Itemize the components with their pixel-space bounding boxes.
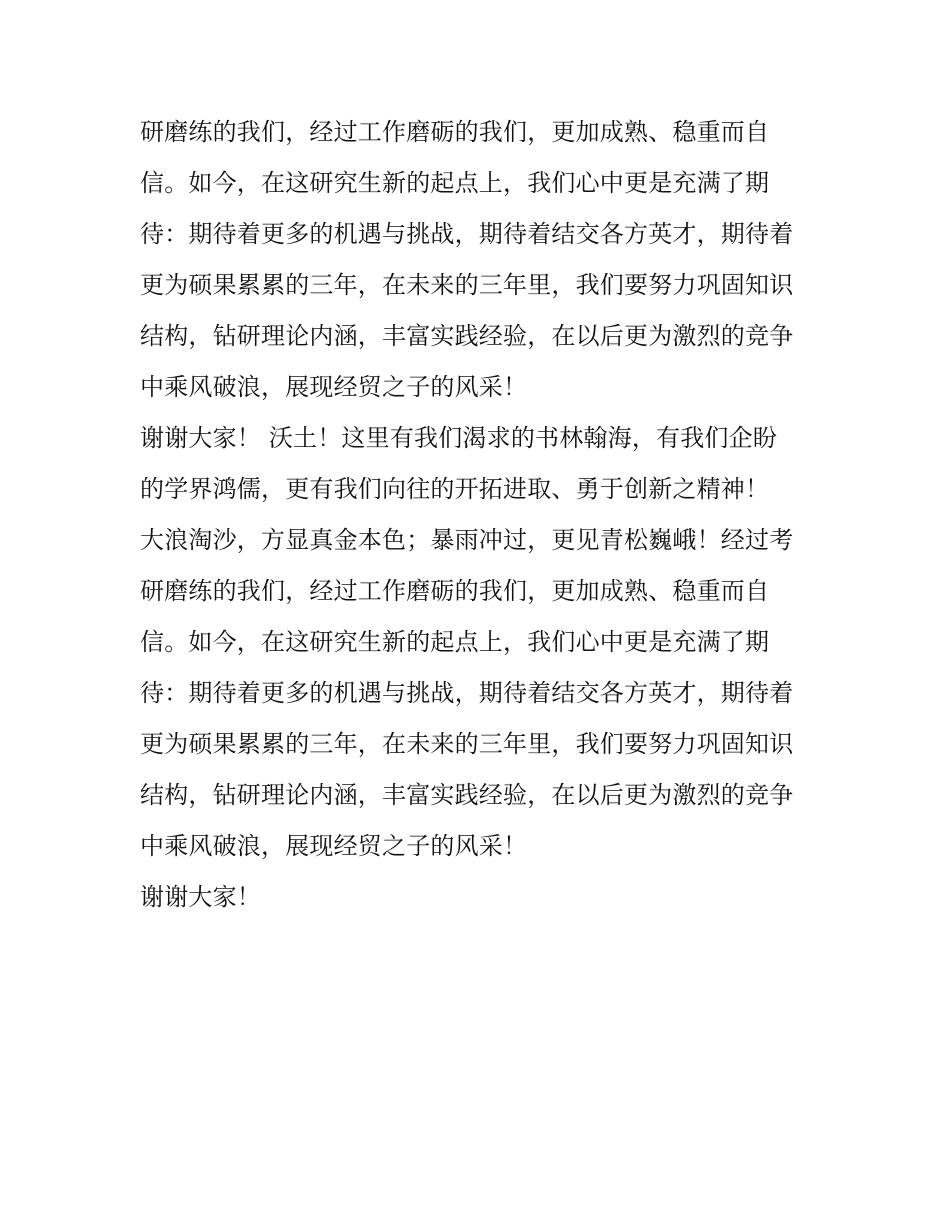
text-line-15: 中乘风破浪，展现经贸之子的风采！ (140, 832, 528, 860)
body-text (140, 107, 830, 923)
text-line-6: 中乘风破浪，展现经贸之子的风采！ (140, 373, 528, 401)
text-line-12: 待：期待着更多的机遇与挑战，期待着结交各方英才，期待着 (140, 679, 794, 707)
text-line-4: 更为硕果累累的三年，在未来的三年里，我们要努力巩固知识 (140, 271, 794, 299)
text-line-3: 待：期待着更多的机遇与挑战，期待着结交各方英才，期待着 (140, 220, 794, 248)
text-line-14: 结构，钻研理论内涵，丰富实践经验，在以后更为激烈的竞争 (140, 781, 794, 809)
text-line-16: 谢谢大家！ (140, 883, 261, 911)
text-line-2: 信。如今，在这研究生新的起点上，我们心中更是充满了期 (140, 169, 770, 197)
text-line-5: 结构，钻研理论内涵，丰富实践经验，在以后更为激烈的竞争 (140, 322, 794, 350)
text-line-1: 研磨练的我们，经过工作磨砺的我们，更加成熟、稳重而自 (140, 118, 770, 146)
text-line-13: 更为硕果累累的三年，在未来的三年里，我们要努力巩固知识 (140, 730, 794, 758)
text-line-10: 研磨练的我们，经过工作磨砺的我们，更加成熟、稳重而自 (140, 577, 770, 605)
text-line-9: 大浪淘沙，方显真金本色；暴雨冲过，更见青松巍峨！经过考 (140, 526, 794, 554)
text-line-11: 信。如今，在这研究生新的起点上，我们心中更是充满了期 (140, 628, 770, 656)
text-line-8: 的学界鸿儒，更有我们向往的开拓进取、勇于创新之精神！ (140, 475, 770, 503)
text-line-7: 谢谢大家！ 沃土！这里有我们渴求的书林翰海，有我们企盼 (140, 424, 778, 452)
